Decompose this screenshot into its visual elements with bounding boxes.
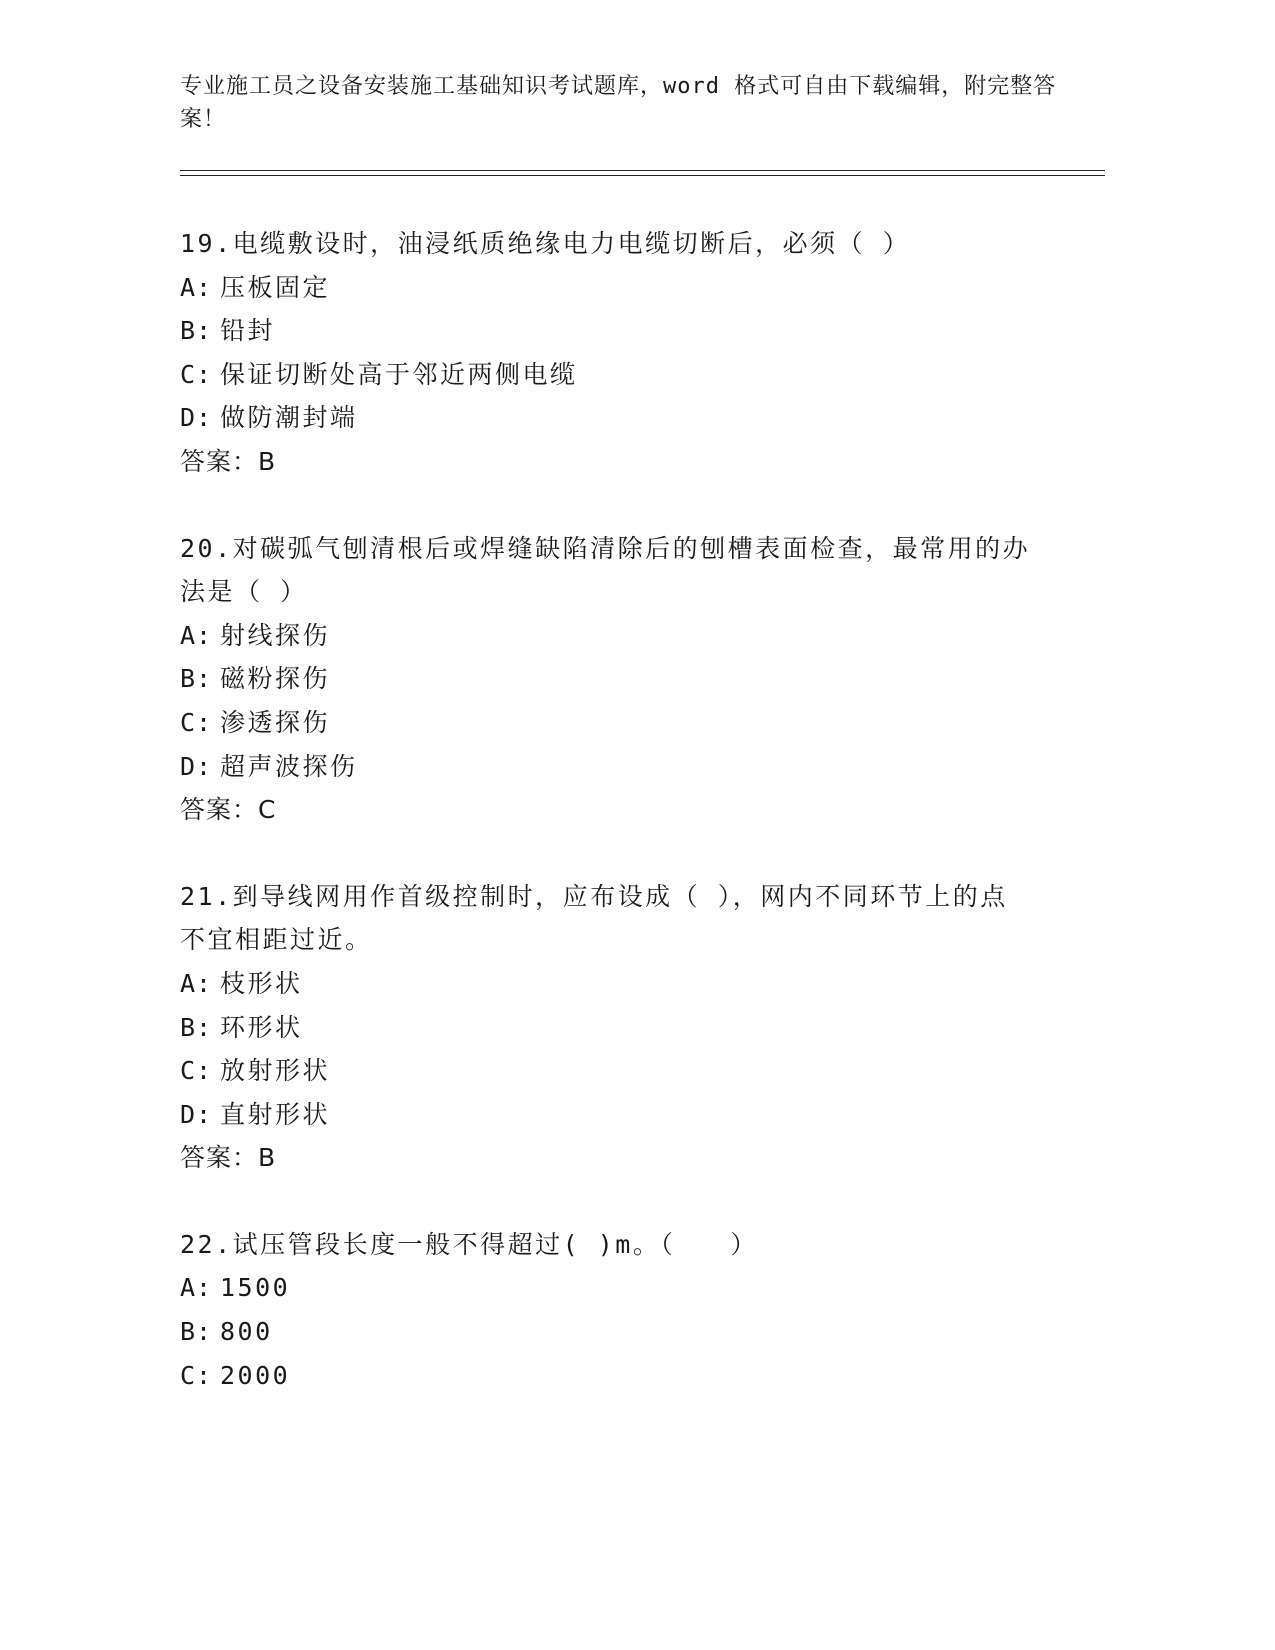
option-label: A: — [180, 1273, 213, 1303]
option-label: D: — [180, 751, 213, 781]
question-block — [180, 527, 1060, 832]
answer-option — [180, 1354, 1060, 1398]
option-label: C: — [180, 359, 213, 389]
option-label: D: — [180, 403, 213, 433]
answer-key: 答案：C — [180, 795, 277, 825]
option-text: 超声波探伤 — [220, 751, 358, 781]
option-label: A: — [180, 968, 213, 998]
option-label: A: — [180, 620, 213, 650]
question-stem: 21.到导线网用作首级控制时，应布设成（ ），网内不同环节上的点 — [180, 881, 1008, 911]
option-text: 1500 — [220, 1273, 291, 1303]
answer-option — [180, 614, 1060, 658]
option-text: 800 — [220, 1317, 273, 1347]
answer-key: 答案：B — [180, 446, 277, 476]
answer-option — [180, 353, 1060, 397]
answer-option — [180, 396, 1060, 440]
answer-option — [180, 1093, 1060, 1137]
answer-key: 答案：B — [180, 1143, 277, 1173]
option-label: C: — [180, 1056, 213, 1086]
option-label: B: — [180, 1012, 213, 1042]
option-text: 2000 — [220, 1360, 291, 1390]
option-label: C: — [180, 707, 213, 737]
option-text: 磁粉探伤 — [220, 664, 331, 694]
question-list — [180, 222, 1060, 1440]
question-stem: 22.试压管段长度一般不得超过( )m。（ ） — [180, 1229, 758, 1259]
option-label: B: — [180, 664, 213, 694]
option-text: 压板固定 — [220, 272, 331, 302]
option-text: 直射形状 — [220, 1099, 331, 1129]
answer-option — [180, 1006, 1060, 1050]
answer-option — [180, 657, 1060, 701]
answer-option — [180, 1310, 1060, 1354]
option-text: 铅封 — [220, 316, 276, 346]
option-text: 枝形状 — [220, 968, 303, 998]
answer-option — [180, 1266, 1060, 1310]
option-label: C: — [180, 1360, 213, 1390]
question-stem: 19.电缆敷设时，油浸纸质绝缘电力电缆切断后，必须（ ） — [180, 229, 911, 258]
answer-option — [180, 266, 1060, 310]
header-divider-bottom — [180, 175, 1105, 176]
answer-option — [180, 962, 1060, 1006]
question-block — [180, 875, 1060, 1180]
document-header: 专业施工员之设备安装施工基础知识考试题库，word 格式可自由下载编辑，附完整答案！ — [180, 74, 1057, 132]
answer-option — [180, 701, 1060, 745]
answer-option — [180, 1049, 1060, 1093]
option-label: B: — [180, 1317, 213, 1347]
answer-option — [180, 309, 1060, 353]
option-text: 保证切断处高于邻近两侧电缆 — [220, 359, 578, 389]
option-text: 做防潮封端 — [220, 403, 358, 433]
question-stem: 法是（ ） — [180, 577, 308, 607]
question-block — [180, 1223, 1060, 1397]
option-label: B: — [180, 316, 213, 346]
answer-option — [180, 745, 1060, 789]
option-label: A: — [180, 272, 213, 302]
option-label: D: — [180, 1099, 213, 1129]
option-text: 放射形状 — [220, 1056, 331, 1086]
option-text: 环形状 — [220, 1012, 303, 1042]
question-block — [180, 222, 1060, 484]
option-text: 渗透探伤 — [220, 707, 331, 737]
header-divider-top — [180, 170, 1105, 171]
question-stem: 不宜相距过近。 — [180, 925, 373, 955]
question-stem: 20.对碳弧气刨清根后或焊缝缺陷清除后的刨槽表面检查，最常用的办 — [180, 533, 1031, 563]
option-text: 射线探伤 — [220, 620, 331, 650]
